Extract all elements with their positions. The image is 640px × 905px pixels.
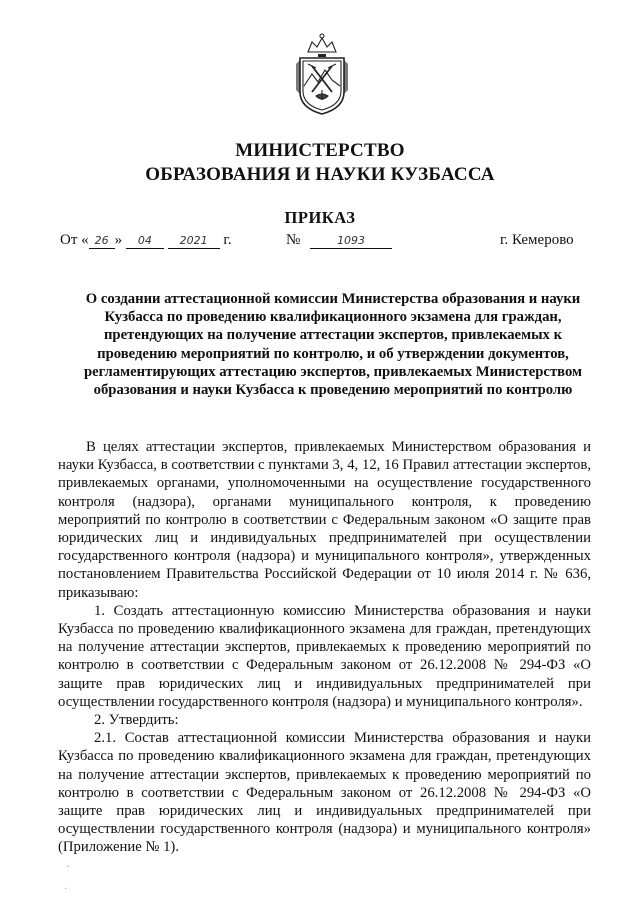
subject-line: регламентирующих аттестацию экспертов, привлекаемых Министерством	[83, 363, 583, 380]
body-intro-paragraph: В целях аттестации экспертов, привлекаемых Министерством образования и науки Кузбасса, в соответствии с пунктами 3, 4, 12, 16 Правил аттестации экспертов, привлекаемых органами, уполномоченными на осуществление государственного контроля (надзора), органами муниципального контроля, к проведению мероприятий по контролю в соответствии с Федеральным законом «О защите прав юридических лиц и индивидуальных предпринимателей при осуществлении государственного контроля (надзора) и муниципального контроля», утвержденных постановлением Правительства Российской Федерации от 10 июля 2014 г. № 636, приказываю:	[58, 439, 591, 601]
date-close-quote: »	[114, 232, 123, 248]
ministry-title-line2: ОБРАЗОВАНИЯ И НАУКИ КУЗБАССА	[145, 164, 495, 185]
number-label: №	[286, 232, 301, 248]
order-subject	[78, 290, 588, 399]
city: г. Кемерово	[500, 232, 574, 248]
ministry-title-line1: МИНИСТЕРСТВО	[235, 140, 405, 161]
date-from-label: От	[60, 232, 78, 248]
order-number	[286, 232, 392, 249]
order-date	[60, 232, 232, 249]
date-year-suffix: г.	[223, 232, 232, 248]
subject-line: образования и науки Кузбасса к проведению мероприятий по контролю	[93, 382, 573, 399]
date-day: 26	[89, 234, 115, 249]
body-item-2-1: 2.1. Состав аттестационной комиссии Министерства образования и науки Кузбасса по проведению квалификационного экзамена для граждан, претендующих на получение аттестации экспертов, привлекаемых к проведению мероприятий по контролю в соответствии с Федеральным законом от 26.12.2008 № 294-ФЗ «О защите прав юридических лиц и индивидуальных предпринимателей при осуществлении государственного контроля (надзора) и муниципального контроля» (Приложение № 1).	[58, 730, 591, 856]
date-month: 04	[126, 234, 164, 249]
coat-of-arms-icon	[294, 30, 350, 116]
document-type-title: ПРИКАЗ	[284, 208, 356, 227]
order-body	[58, 438, 591, 857]
date-open-quote: «	[81, 232, 89, 248]
subject-line: претендующих на получение аттестации экспертов, привлекаемых к	[103, 327, 563, 344]
subject-line: проведению мероприятий по контролю, и об утверждении документов,	[97, 345, 569, 362]
body-item-1: 1. Создать аттестационную комиссию Министерства образования и науки Кузбасса по проведению квалификационного экзамена для граждан, претендующих на получение аттестации экспертов, привлекаемых к проведению мероприятий по контролю в соответствии с Федеральным законом от 26.12.2008 № 294-ФЗ «О защите прав юридических лиц и индивидуальных предпринимателей при осуществлении государственного контроля (надзора) и муниципального контроля».	[58, 602, 591, 710]
number-value: 1093	[310, 234, 392, 249]
scan-dot: ·	[64, 884, 68, 895]
subject-line: О создании аттестационной комиссии Министерства образования и науки	[85, 291, 581, 307]
scan-dot: ·	[66, 862, 70, 873]
body-item-2: 2. Утвердить:	[94, 712, 179, 729]
subject-line: Кузбасса по проведению квалификационного экзамена для граждан,	[104, 309, 562, 326]
date-year: 2021	[168, 234, 220, 249]
